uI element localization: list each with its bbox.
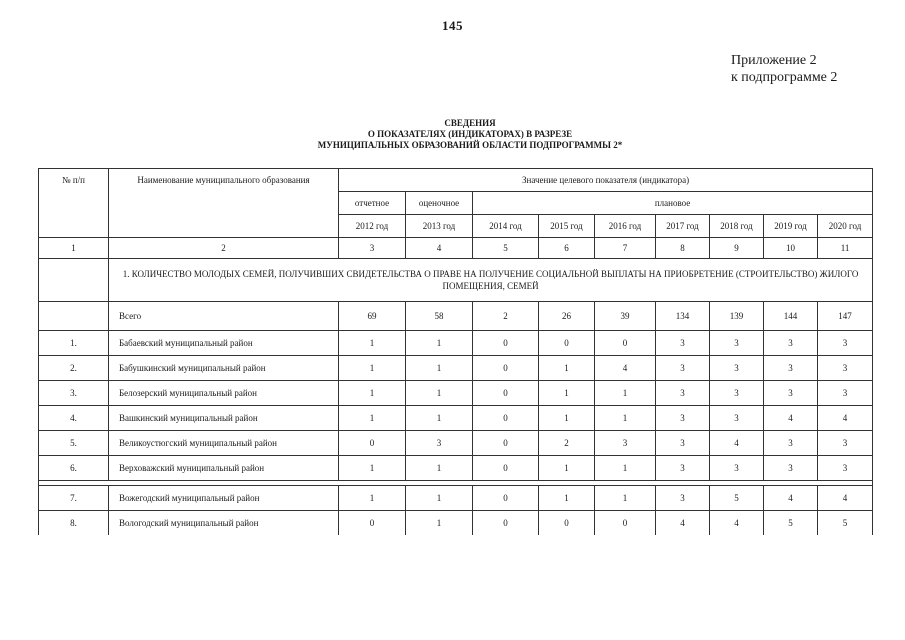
table-row — [39, 511, 873, 536]
indicator-value: 4 — [710, 431, 764, 456]
indicator-value: 1 — [595, 456, 656, 481]
column-header-number: № п/п — [39, 169, 109, 238]
indicator-value: 0 — [473, 511, 539, 536]
year-header: 2012 год — [339, 215, 406, 238]
indicator-value: 1 — [539, 486, 595, 511]
municipality-name: Великоустюгский муниципальный район — [109, 431, 339, 456]
indicator-value: 5 — [710, 486, 764, 511]
municipality-name: Вожегодский муниципальный район — [109, 486, 339, 511]
column-number: 5 — [473, 238, 539, 259]
column-number: 7 — [595, 238, 656, 259]
indicator-value: 1 — [339, 456, 406, 481]
indicator-value: 1 — [406, 406, 473, 431]
municipality-name: Вологодский муниципальный район — [109, 511, 339, 536]
period-reported: отчетное — [339, 192, 406, 215]
indicator-value: 0 — [473, 331, 539, 356]
municipality-name: Белозерский муниципальный район — [109, 381, 339, 406]
indicator-value: 3 — [406, 431, 473, 456]
year-header: 2019 год — [764, 215, 818, 238]
indicator-value: 5 — [818, 511, 873, 536]
indicator-value: 3 — [656, 486, 710, 511]
period-planned: плановое — [473, 192, 873, 215]
column-header-name: Наименование муниципального образования — [109, 169, 339, 238]
indicator-value: 1 — [339, 356, 406, 381]
column-number: 11 — [818, 238, 873, 259]
indicator-value: 3 — [818, 456, 873, 481]
total-value: 134 — [656, 302, 710, 331]
row-number: 2. — [39, 356, 109, 381]
row-number: 1. — [39, 331, 109, 356]
year-header: 2014 год — [473, 215, 539, 238]
indicator-value: 3 — [656, 431, 710, 456]
indicator-value: 4 — [764, 486, 818, 511]
indicator-value: 1 — [406, 511, 473, 536]
indicator-value: 3 — [764, 331, 818, 356]
indicator-value: 0 — [595, 511, 656, 536]
year-header: 2018 год — [710, 215, 764, 238]
indicator-value: 0 — [473, 406, 539, 431]
indicator-value: 3 — [710, 356, 764, 381]
year-header: 2013 год — [406, 215, 473, 238]
heading-line-1: СВЕДЕНИЯ — [444, 118, 496, 128]
column-number: 4 — [406, 238, 473, 259]
indicator-value: 3 — [656, 356, 710, 381]
indicator-value: 3 — [818, 331, 873, 356]
indicator-value: 0 — [339, 511, 406, 536]
total-value: 2 — [473, 302, 539, 331]
indicator-value: 1 — [339, 381, 406, 406]
indicator-value: 3 — [710, 331, 764, 356]
column-number: 8 — [656, 238, 710, 259]
indicator-value: 1 — [595, 406, 656, 431]
indicator-value: 3 — [818, 356, 873, 381]
indicator-value: 0 — [473, 486, 539, 511]
appendix-line-2: к подпрограмме 2 — [731, 70, 838, 85]
indicator-value: 3 — [656, 331, 710, 356]
heading-line-3: МУНИЦИПАЛЬНЫХ ОБРАЗОВАНИЙ ОБЛАСТИ ПОДПРОГРАММЫ 2* — [317, 140, 623, 150]
table-row — [39, 486, 873, 511]
indicator-value: 0 — [539, 511, 595, 536]
page-number: 145 — [442, 18, 463, 33]
indicator-value: 1 — [539, 356, 595, 381]
indicator-value: 0 — [595, 331, 656, 356]
indicator-value: 4 — [595, 356, 656, 381]
indicator-value: 1 — [595, 381, 656, 406]
total-value: 39 — [595, 302, 656, 331]
indicator-value: 4 — [818, 486, 873, 511]
indicator-value: 3 — [710, 406, 764, 431]
indicator-value: 1 — [539, 456, 595, 481]
column-number: 10 — [764, 238, 818, 259]
table-row — [39, 331, 873, 356]
indicator-value: 3 — [764, 356, 818, 381]
column-header-value: Значение целевого показателя (индикатора) — [339, 169, 873, 192]
indicator-value: 3 — [764, 381, 818, 406]
total-value: 69 — [339, 302, 406, 331]
indicator-value: 4 — [656, 511, 710, 536]
indicator-value: 0 — [473, 381, 539, 406]
total-label: Всего — [109, 302, 339, 331]
municipality-name: Бабаевский муниципальный район — [109, 331, 339, 356]
column-number: 9 — [710, 238, 764, 259]
indicator-value: 3 — [710, 456, 764, 481]
year-header: 2015 год — [539, 215, 595, 238]
row-number: 7. — [39, 486, 109, 511]
table-row — [39, 431, 873, 456]
indicator-value: 1 — [595, 486, 656, 511]
municipality-name: Бабушкинский муниципальный район — [109, 356, 339, 381]
period-estimated: оценочное — [406, 192, 473, 215]
indicator-value: 3 — [764, 456, 818, 481]
indicator-value: 1 — [406, 356, 473, 381]
indicator-value: 1 — [339, 486, 406, 511]
indicator-value: 0 — [473, 356, 539, 381]
row-number: 8. — [39, 511, 109, 536]
indicator-value: 3 — [656, 406, 710, 431]
indicator-value: 3 — [818, 381, 873, 406]
table-row — [39, 456, 873, 481]
appendix-line-1: Приложение 2 — [731, 53, 817, 68]
document-heading — [230, 118, 710, 151]
indicator-value: 0 — [473, 431, 539, 456]
indicator-value: 3 — [656, 381, 710, 406]
indicator-value: 4 — [764, 406, 818, 431]
indicator-value: 0 — [339, 431, 406, 456]
indicator-value: 0 — [539, 331, 595, 356]
column-number: 1 — [39, 238, 109, 259]
table-row — [39, 406, 873, 431]
indicator-value: 1 — [406, 331, 473, 356]
indicator-value: 1 — [339, 331, 406, 356]
table-row — [39, 381, 873, 406]
year-header: 2020 год — [818, 215, 873, 238]
column-number: 3 — [339, 238, 406, 259]
appendix-note — [731, 52, 837, 86]
row-number: 5. — [39, 431, 109, 456]
section-number-cell — [39, 259, 109, 302]
indicator-value: 3 — [595, 431, 656, 456]
municipality-name: Вашкинский муниципальный район — [109, 406, 339, 431]
row-number: 6. — [39, 456, 109, 481]
total-value: 58 — [406, 302, 473, 331]
year-header: 2016 год — [595, 215, 656, 238]
indicator-value: 3 — [764, 431, 818, 456]
indicator-value: 1 — [406, 456, 473, 481]
municipality-name: Верховажский муниципальный район — [109, 456, 339, 481]
section-title: 1. КОЛИЧЕСТВО МОЛОДЫХ СЕМЕЙ, ПОЛУЧИВШИХ СВИДЕТЕЛЬСТВА О ПРАВЕ НА ПОЛУЧЕНИЕ СОЦИАЛЬНОЙ ВЫПЛАТЫ НА ПРИОБРЕТЕНИЕ (СТРОИТЕЛЬСТВО) ЖИЛОГО ПОМЕЩЕНИЯ, СЕМЕЙ — [109, 259, 873, 302]
indicators-table — [38, 168, 873, 535]
indicator-value: 1 — [539, 406, 595, 431]
column-number: 6 — [539, 238, 595, 259]
heading-line-2: О ПОКАЗАТЕЛЯХ (ИНДИКАТОРАХ) В РАЗРЕЗЕ — [367, 129, 573, 139]
row-number: 4. — [39, 406, 109, 431]
year-header: 2017 год — [656, 215, 710, 238]
column-number: 2 — [109, 238, 339, 259]
indicator-value: 4 — [818, 406, 873, 431]
indicator-value: 3 — [656, 456, 710, 481]
indicator-value: 0 — [473, 456, 539, 481]
total-value: 147 — [818, 302, 873, 331]
total-number-cell — [39, 302, 109, 331]
indicator-value: 2 — [539, 431, 595, 456]
indicator-value: 1 — [406, 486, 473, 511]
indicator-value: 1 — [539, 381, 595, 406]
table-row — [39, 356, 873, 381]
total-value: 26 — [539, 302, 595, 331]
indicator-value: 3 — [710, 381, 764, 406]
indicator-value: 1 — [339, 406, 406, 431]
total-value: 144 — [764, 302, 818, 331]
indicator-value: 4 — [710, 511, 764, 536]
row-number: 3. — [39, 381, 109, 406]
indicator-value: 5 — [764, 511, 818, 536]
indicator-value: 3 — [818, 431, 873, 456]
total-value: 139 — [710, 302, 764, 331]
indicator-value: 1 — [406, 381, 473, 406]
